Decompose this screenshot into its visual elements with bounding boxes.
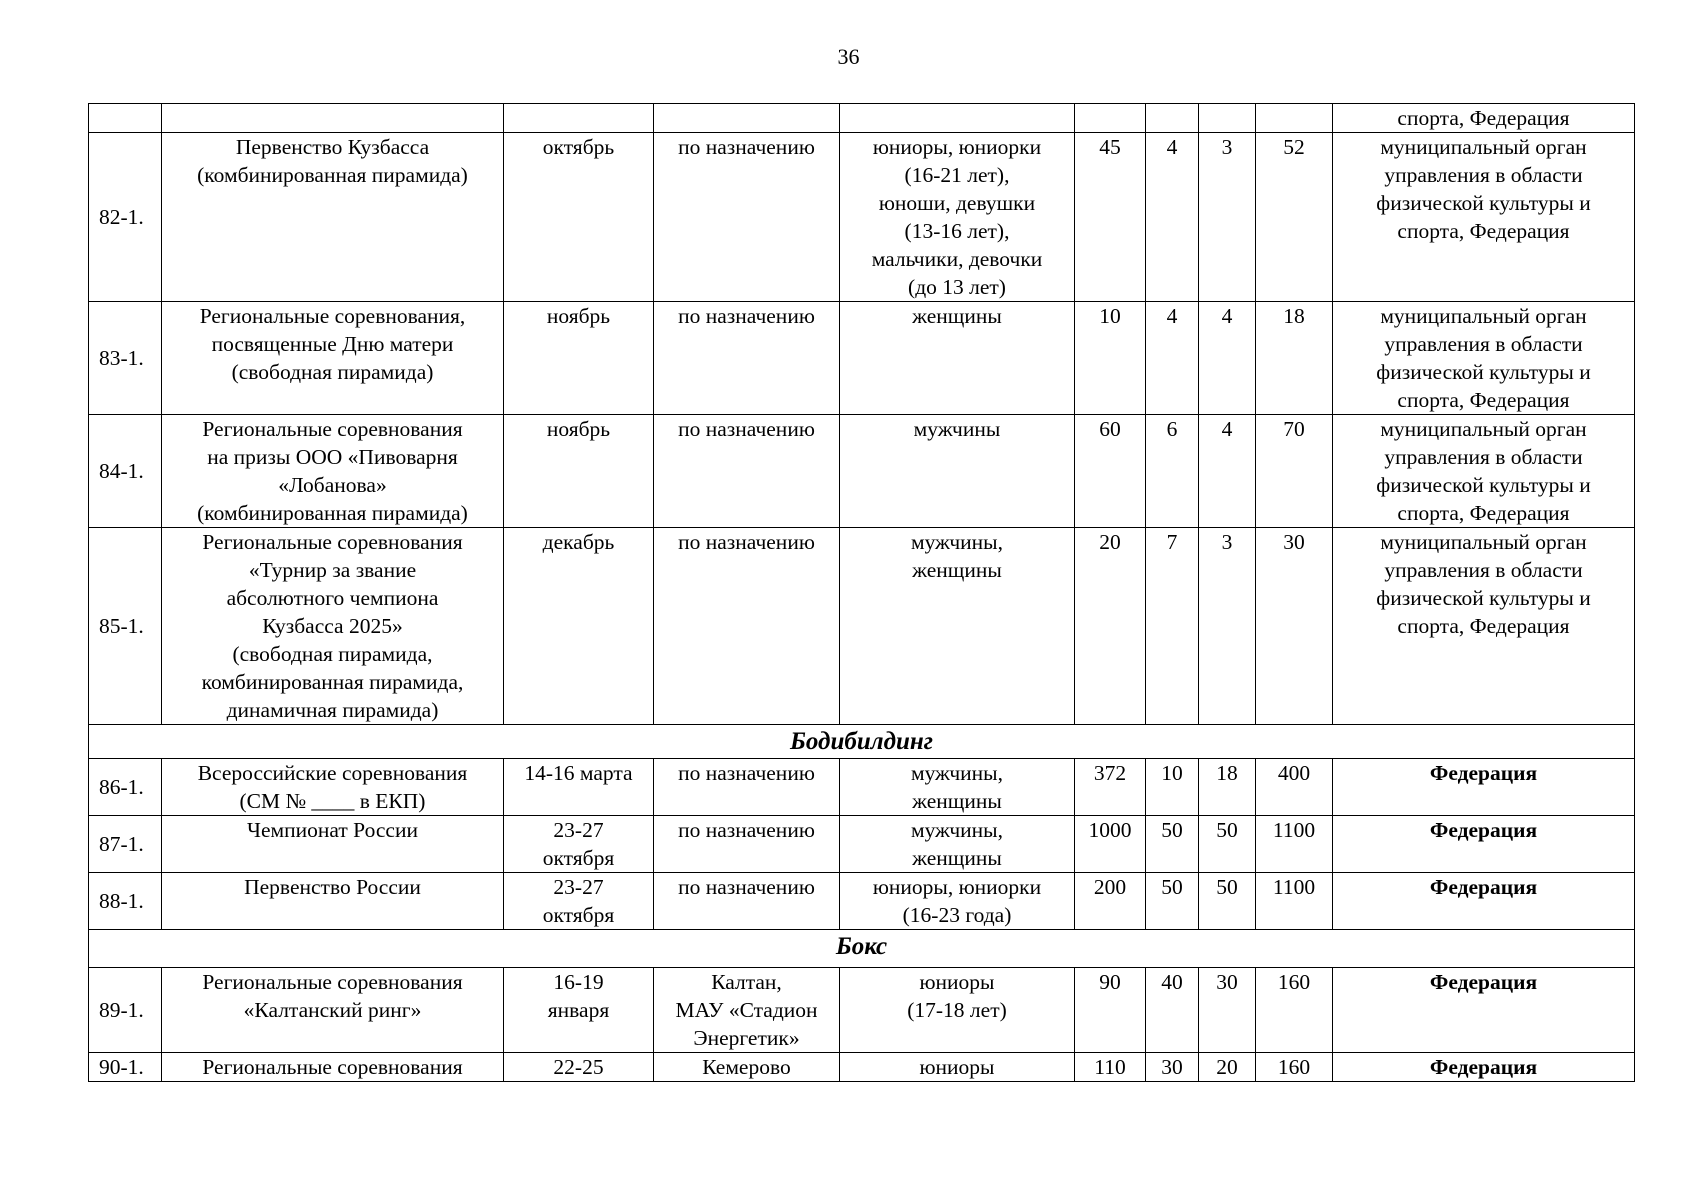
event-place-cell [654,968,840,1053]
event-date-cell-line: 23-27 [553,875,604,899]
event-place-cell-line: МАУ «Стадион [675,998,818,1022]
count-cell-total: 1100 [1256,816,1333,873]
event-name-cell [162,302,504,415]
section-header-row [89,725,1635,759]
organizer-cell-line: спорта, Федерация [1397,219,1570,243]
count-cell-1: 45 [1075,133,1146,302]
table-row [89,816,1635,873]
event-date-cell [504,759,654,816]
row-number-cell: 84-1. [89,415,162,528]
count-cell-2: 50 [1146,873,1199,930]
event-name-cell [162,759,504,816]
event-place-cell-line: по назначению [678,530,815,554]
event-place-cell [654,816,840,873]
event-name-cell-line: Кузбасса 2025» [262,614,403,638]
event-name-cell [162,104,504,133]
event-place-cell-line: Энергетик» [693,1026,800,1050]
event-name-cell-line: динамичная пирамида) [226,698,439,722]
count-cell-2 [1146,104,1199,133]
event-name-cell-line: посвященные Дню матери [211,332,454,356]
event-place-cell [654,302,840,415]
table-row [89,759,1635,816]
organizer-cell-line: физической культуры и [1376,586,1591,610]
event-date-cell [504,302,654,415]
participants-cell [840,816,1075,873]
row-number-cell: 88-1. [89,873,162,930]
count-cell-total: 160 [1256,1053,1333,1082]
page-number: 36 [837,44,860,69]
participants-cell-line: женщины [912,846,1002,870]
event-date-cell-line: ноябрь [546,304,611,328]
event-name-cell-line: «Калтанский ринг» [243,998,422,1022]
count-cell-2: 50 [1146,816,1199,873]
organizer-cell [1333,968,1635,1053]
participants-cell [840,873,1075,930]
event-name-cell-line: (свободная пирамида) [231,360,434,384]
organizer-cell-line: муниципальный орган [1380,135,1587,159]
organizer-cell-line: управления в области [1384,445,1583,469]
count-cell-3: 50 [1199,873,1256,930]
participants-cell-line: (до 13 лет) [908,275,1006,299]
table-row [89,528,1635,725]
organizer-cell-line: спорта, Федерация [1397,501,1570,525]
event-place-cell-line: по назначению [678,417,815,441]
event-place-cell [654,104,840,133]
event-place-cell-line: по назначению [678,818,815,842]
event-place-cell-line: Кемерово [702,1055,791,1079]
organizer-cell-line: Федерация [1429,875,1538,899]
organizer-cell [1333,104,1635,133]
event-place-cell-line: Калтан, [711,970,782,994]
participants-cell-line: юниоры [919,970,995,994]
row-number-cell: 86-1. [89,759,162,816]
event-date-cell [504,816,654,873]
event-place-cell-line: по назначению [678,875,815,899]
row-number-cell: 90-1. [89,1053,162,1082]
organizer-cell-line: управления в области [1384,558,1583,582]
event-name-cell-line: Первенство России [244,875,421,899]
events-table [88,103,1635,1082]
event-date-cell-line: 23-27 [553,818,604,842]
count-cell-3 [1199,104,1256,133]
count-cell-3: 20 [1199,1053,1256,1082]
count-cell-1: 372 [1075,759,1146,816]
organizer-cell-line: Федерация [1429,1055,1538,1079]
row-number-cell: 87-1. [89,816,162,873]
count-cell-2: 4 [1146,302,1199,415]
row-number-cell: 83-1. [89,302,162,415]
participants-cell-line: юниоры, юниорки [872,135,1042,159]
count-cell-1: 10 [1075,302,1146,415]
table-body [89,104,1635,1082]
section-title: Бокс [89,930,1635,968]
count-cell-2: 6 [1146,415,1199,528]
event-name-cell-line: «Лобанова» [278,473,387,497]
event-place-cell [654,528,840,725]
event-name-cell-line: Региональные соревнования [202,970,463,994]
organizer-cell-line: физической культуры и [1376,360,1591,384]
participants-cell-line: юниоры, юниорки [872,875,1042,899]
count-cell-total: 30 [1256,528,1333,725]
participants-cell-line: (13-16 лет), [904,219,1010,243]
count-cell-1: 200 [1075,873,1146,930]
table-row [89,104,1635,133]
section-title: Бодибилдинг [89,725,1635,759]
participants-cell-line: юниоры [919,1055,995,1079]
count-cell-3: 4 [1199,415,1256,528]
participants-cell-line: (16-23 года) [902,903,1012,927]
organizer-cell [1333,816,1635,873]
count-cell-2: 40 [1146,968,1199,1053]
participants-cell [840,968,1075,1053]
count-cell-total: 160 [1256,968,1333,1053]
participants-cell-line: мужчины, [910,761,1004,785]
count-cell-3: 18 [1199,759,1256,816]
event-name-cell-line: Региональные соревнования [202,1055,463,1079]
organizer-cell-line: муниципальный орган [1380,304,1587,328]
event-date-cell [504,133,654,302]
participants-cell-line: мужчины, [910,818,1004,842]
section-header-row [89,930,1635,968]
organizer-cell [1333,759,1635,816]
participants-cell-line: мужчины, [910,530,1004,554]
event-date-cell [504,1053,654,1082]
table-row [89,968,1635,1053]
event-place-cell [654,1053,840,1082]
participants-cell-line: женщины [912,304,1002,328]
count-cell-total: 52 [1256,133,1333,302]
participants-cell [840,1053,1075,1082]
organizer-cell [1333,302,1635,415]
count-cell-1: 110 [1075,1053,1146,1082]
event-name-cell-line: Всероссийские соревнования [197,761,468,785]
row-number-cell [89,104,162,133]
organizer-cell-line: спорта, Федерация [1397,106,1570,130]
event-name-cell-line: Чемпионат России [247,818,418,842]
table-row [89,302,1635,415]
organizer-cell-line: управления в области [1384,332,1583,356]
count-cell-2: 4 [1146,133,1199,302]
event-name-cell [162,873,504,930]
count-cell-3: 3 [1199,133,1256,302]
organizer-cell [1333,415,1635,528]
count-cell-3: 30 [1199,968,1256,1053]
table-row [89,133,1635,302]
event-date-cell-line: ноябрь [546,417,611,441]
event-name-cell [162,415,504,528]
organizer-cell-line: спорта, Федерация [1397,614,1570,638]
event-date-cell-line: октября [542,846,615,870]
organizer-cell [1333,528,1635,725]
event-date-cell-line: 22-25 [553,1055,604,1079]
participants-cell-line: женщины [912,789,1002,813]
event-name-cell [162,968,504,1053]
count-cell-2: 30 [1146,1053,1199,1082]
participants-cell [840,528,1075,725]
event-date-cell-line: декабрь [542,530,615,554]
table-row [89,1053,1635,1082]
organizer-cell-line: Федерация [1429,818,1538,842]
participants-cell-line: женщины [912,558,1002,582]
event-place-cell-line: по назначению [678,761,815,785]
count-cell-total: 400 [1256,759,1333,816]
participants-cell-line: (16-21 лет), [904,163,1010,187]
count-cell-1: 60 [1075,415,1146,528]
event-date-cell [504,528,654,725]
organizer-cell [1333,873,1635,930]
event-name-cell-line: абсолютного чемпиона [226,586,439,610]
organizer-cell-line: физической культуры и [1376,191,1591,215]
event-name-cell-line: Региональные соревнования [202,417,463,441]
event-place-cell [654,873,840,930]
count-cell-3: 3 [1199,528,1256,725]
count-cell-total: 70 [1256,415,1333,528]
event-place-cell [654,133,840,302]
event-place-cell-line: по назначению [678,304,815,328]
organizer-cell-line: Федерация [1429,970,1538,994]
event-name-cell-line: «Турнир за звание [248,558,417,582]
table-row [89,873,1635,930]
event-name-cell-line: Региональные соревнования, [199,304,466,328]
event-name-cell-line: (СМ № ____ в ЕКП) [239,789,426,813]
count-cell-3: 50 [1199,816,1256,873]
event-name-cell-line: (комбинированная пирамида) [197,501,468,525]
count-cell-1: 90 [1075,968,1146,1053]
event-place-cell-line: по назначению [678,135,815,159]
participants-cell-line: юноши, девушки [878,191,1036,215]
row-number-cell: 89-1. [89,968,162,1053]
organizer-cell-line: Федерация [1429,761,1538,785]
row-number-cell: 85-1. [89,528,162,725]
count-cell-total: 18 [1256,302,1333,415]
event-date-cell [504,968,654,1053]
event-name-cell [162,528,504,725]
event-name-cell [162,1053,504,1082]
event-name-cell-line: Первенство Кузбасса [235,135,430,159]
event-date-cell-line: 16-19 [553,970,604,994]
event-date-cell [504,415,654,528]
organizer-cell [1333,133,1635,302]
participants-cell-line: мужчины [913,417,1001,441]
count-cell-total [1256,104,1333,133]
event-place-cell [654,759,840,816]
event-date-cell-line: октября [542,903,615,927]
participants-cell [840,415,1075,528]
count-cell-2: 10 [1146,759,1199,816]
participants-cell [840,302,1075,415]
organizer-cell-line: муниципальный орган [1380,530,1587,554]
row-number-cell: 82-1. [89,133,162,302]
organizer-cell-line: муниципальный орган [1380,417,1587,441]
organizer-cell-line: физической культуры и [1376,473,1591,497]
event-name-cell [162,816,504,873]
organizer-cell-line: спорта, Федерация [1397,388,1570,412]
participants-cell [840,759,1075,816]
event-name-cell [162,133,504,302]
participants-cell-line: мальчики, девочки [871,247,1043,271]
participants-cell [840,133,1075,302]
event-name-cell-line: комбинированная пирамида, [201,670,464,694]
organizer-cell [1333,1053,1635,1082]
count-cell-total: 1100 [1256,873,1333,930]
event-name-cell-line: (свободная пирамида, [232,642,433,666]
event-date-cell [504,873,654,930]
organizer-cell-line: управления в области [1384,163,1583,187]
count-cell-1: 1000 [1075,816,1146,873]
event-place-cell [654,415,840,528]
event-date-cell-line: 14-16 марта [524,761,633,785]
event-name-cell-line: (комбинированная пирамида) [197,163,468,187]
participants-cell [840,104,1075,133]
count-cell-1: 20 [1075,528,1146,725]
count-cell-2: 7 [1146,528,1199,725]
event-name-cell-line: на призы ООО «Пивоварня [207,445,458,469]
count-cell-3: 4 [1199,302,1256,415]
count-cell-1 [1075,104,1146,133]
event-date-cell-line: января [547,998,610,1022]
event-name-cell-line: Региональные соревнования [202,530,463,554]
event-date-cell [504,104,654,133]
event-date-cell-line: октябрь [542,135,615,159]
participants-cell-line: (17-18 лет) [907,998,1007,1022]
table-row [89,415,1635,528]
